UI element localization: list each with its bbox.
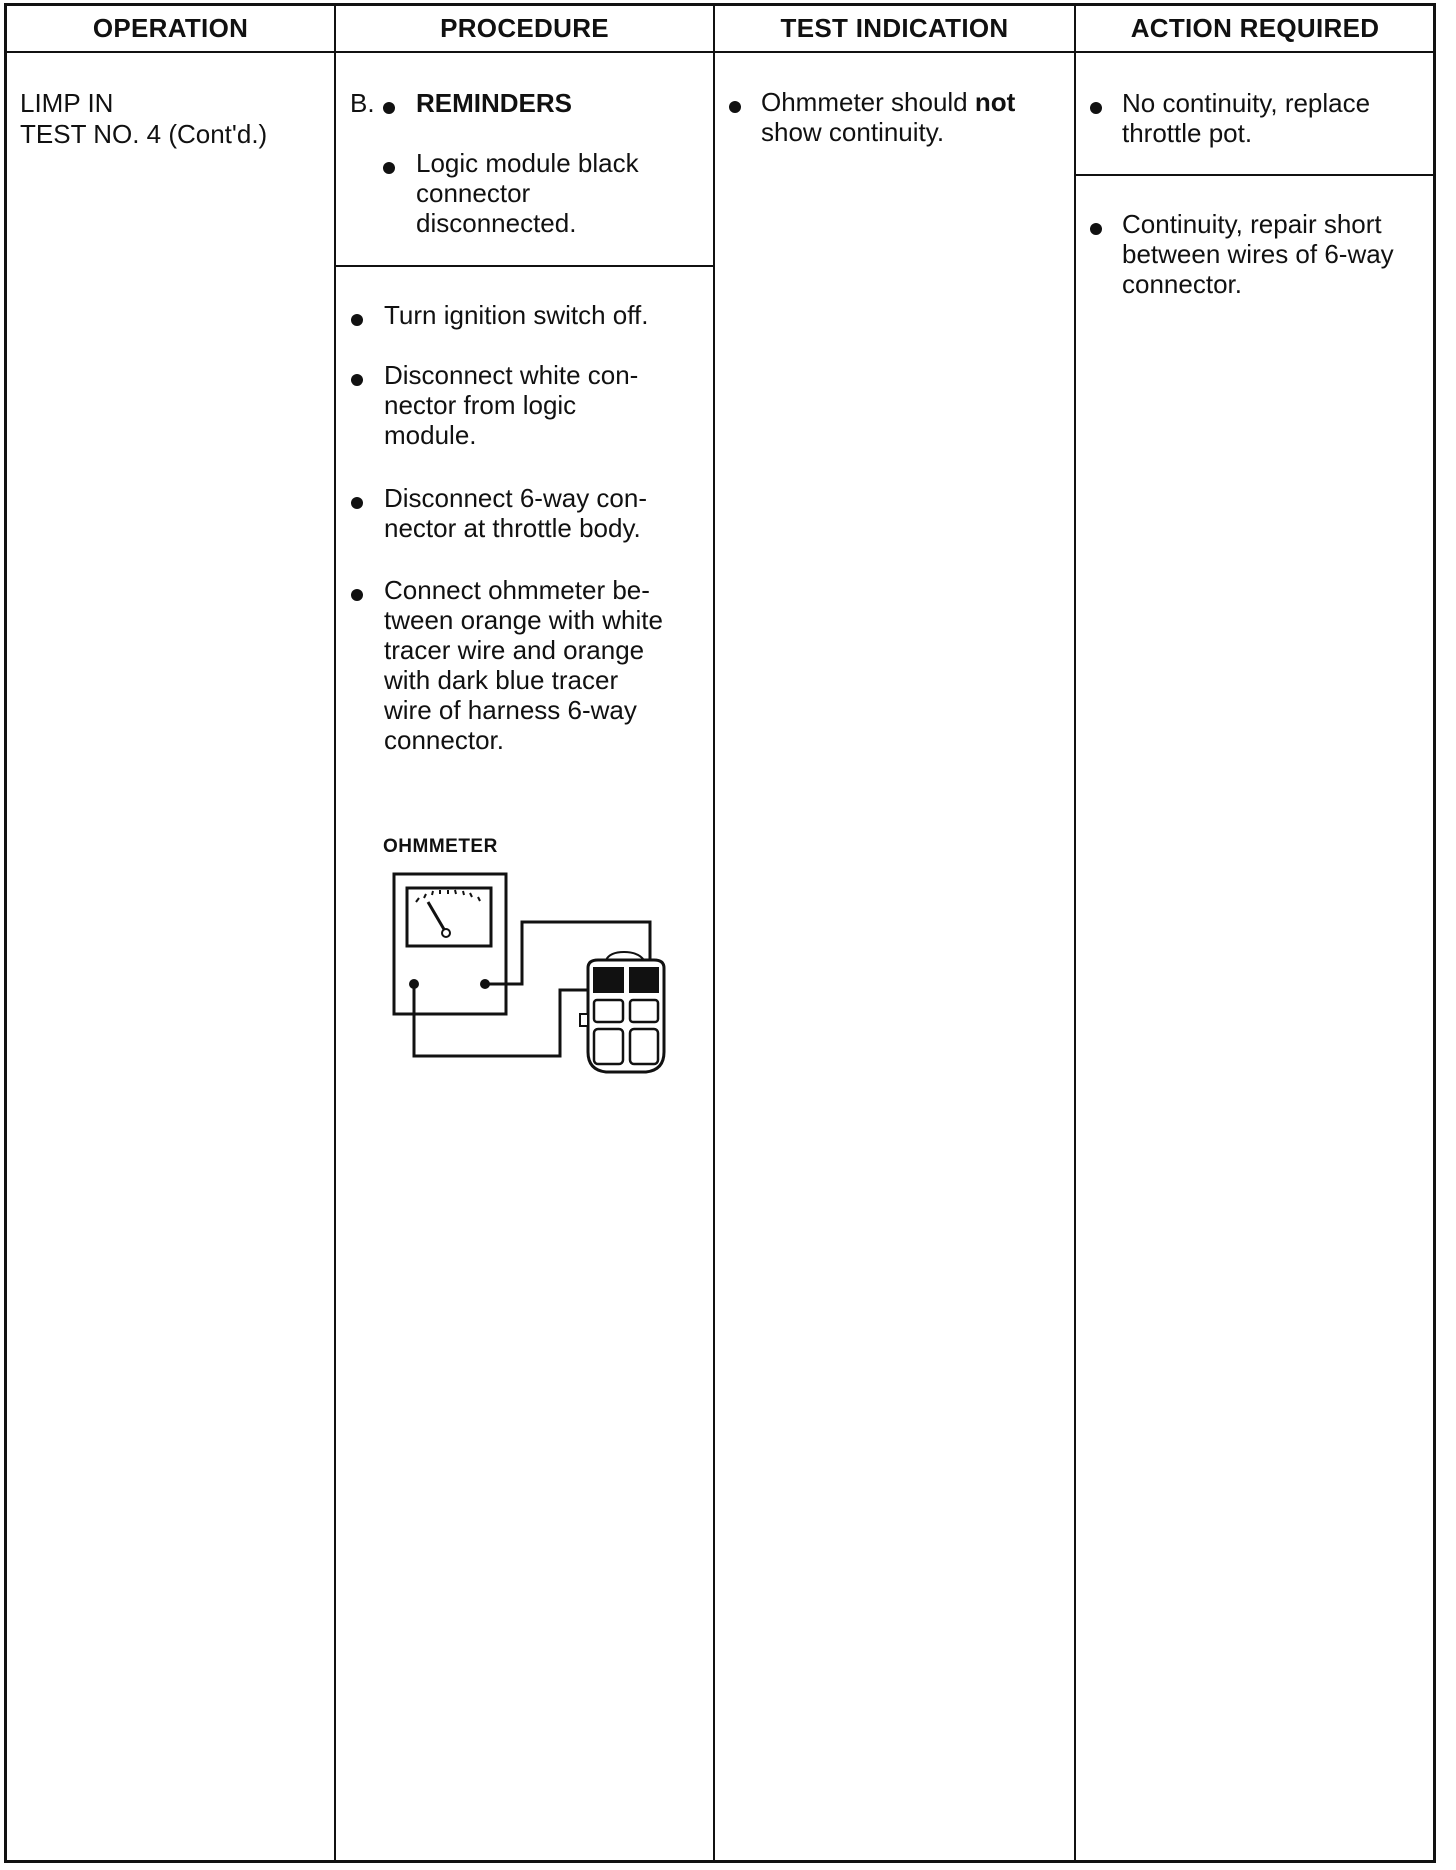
procedure-step bbox=[384, 483, 647, 543]
text-line: tween orange with white bbox=[384, 605, 663, 635]
text-line: connector bbox=[416, 178, 531, 208]
bullet-icon bbox=[383, 102, 395, 114]
text-line: Disconnect white con- bbox=[384, 360, 639, 390]
text-line: with dark blue tracer bbox=[384, 665, 619, 695]
text-line: Connect ohmmeter be- bbox=[384, 575, 650, 605]
connector-cavity bbox=[630, 1000, 658, 1022]
text-line: show continuity. bbox=[761, 117, 945, 147]
meter-dial-window bbox=[407, 888, 491, 946]
bullet-icon bbox=[383, 162, 395, 174]
connector-cavity bbox=[594, 1000, 623, 1022]
text-line: Ohmmeter should not bbox=[761, 87, 1016, 117]
text-line: tracer wire and orange bbox=[384, 635, 645, 665]
section-letter: B. bbox=[350, 88, 375, 118]
text-line: Logic module black bbox=[416, 148, 639, 178]
bullet-icon bbox=[1090, 223, 1102, 235]
header-action-required: ACTION REQUIRED bbox=[1130, 12, 1380, 43]
connector-cavity-filled bbox=[629, 967, 659, 993]
text-line: Disconnect 6-way con- bbox=[384, 483, 647, 513]
action-item bbox=[1122, 209, 1394, 299]
column-divider bbox=[1074, 3, 1076, 1863]
emphasis-not: not bbox=[974, 87, 1016, 117]
header-procedure: PROCEDURE bbox=[440, 12, 609, 43]
reminders-title: REMINDERS bbox=[416, 88, 573, 118]
bullet-icon bbox=[1090, 102, 1102, 114]
header-test-indication: TEST INDICATION bbox=[780, 12, 1009, 43]
text-line: No continuity, replace bbox=[1122, 88, 1371, 118]
action-item bbox=[1122, 88, 1370, 148]
text-line: Turn ignition switch off. bbox=[384, 300, 649, 330]
procedure-step bbox=[384, 300, 648, 330]
operation-title bbox=[20, 88, 267, 150]
text-line: wire of harness 6-way bbox=[384, 695, 637, 725]
text-line: connector. bbox=[1122, 269, 1242, 299]
column-divider bbox=[334, 3, 336, 1863]
text-line: between wires of 6-way bbox=[1122, 239, 1394, 269]
action-row-divider bbox=[1074, 174, 1434, 176]
bullet-icon bbox=[351, 589, 363, 601]
connector-cavity bbox=[594, 1029, 623, 1064]
text-line: module. bbox=[384, 420, 477, 450]
test-indication-item bbox=[761, 87, 1015, 147]
ohmmeter-connection-diagram bbox=[392, 864, 682, 1084]
procedure-step bbox=[384, 360, 638, 450]
text-line: connector. bbox=[384, 725, 504, 755]
procedure-step bbox=[384, 575, 663, 755]
column-divider bbox=[713, 3, 715, 1863]
bullet-icon bbox=[729, 101, 741, 113]
connector-cavity-filled bbox=[593, 967, 624, 993]
text-line: nector at throttle body. bbox=[384, 513, 641, 543]
needle-pivot-icon bbox=[442, 929, 450, 937]
operation-line: LIMP IN bbox=[20, 88, 114, 118]
bullet-icon bbox=[351, 497, 363, 509]
text-line: disconnected. bbox=[416, 208, 577, 238]
text-line: Continuity, repair short bbox=[1122, 209, 1382, 239]
text-line: throttle pot. bbox=[1122, 118, 1253, 148]
ohmmeter-label: OHMMETER bbox=[383, 836, 498, 857]
operation-line: TEST NO. 4 (Cont'd.) bbox=[20, 119, 268, 149]
connector-cavity bbox=[630, 1029, 658, 1064]
reminder-item bbox=[416, 148, 639, 238]
header-operation: OPERATION bbox=[92, 12, 249, 43]
bullet-icon bbox=[351, 314, 363, 326]
procedure-row-divider bbox=[334, 265, 714, 267]
text-line: nector from logic bbox=[384, 390, 577, 420]
bullet-icon bbox=[351, 374, 363, 386]
